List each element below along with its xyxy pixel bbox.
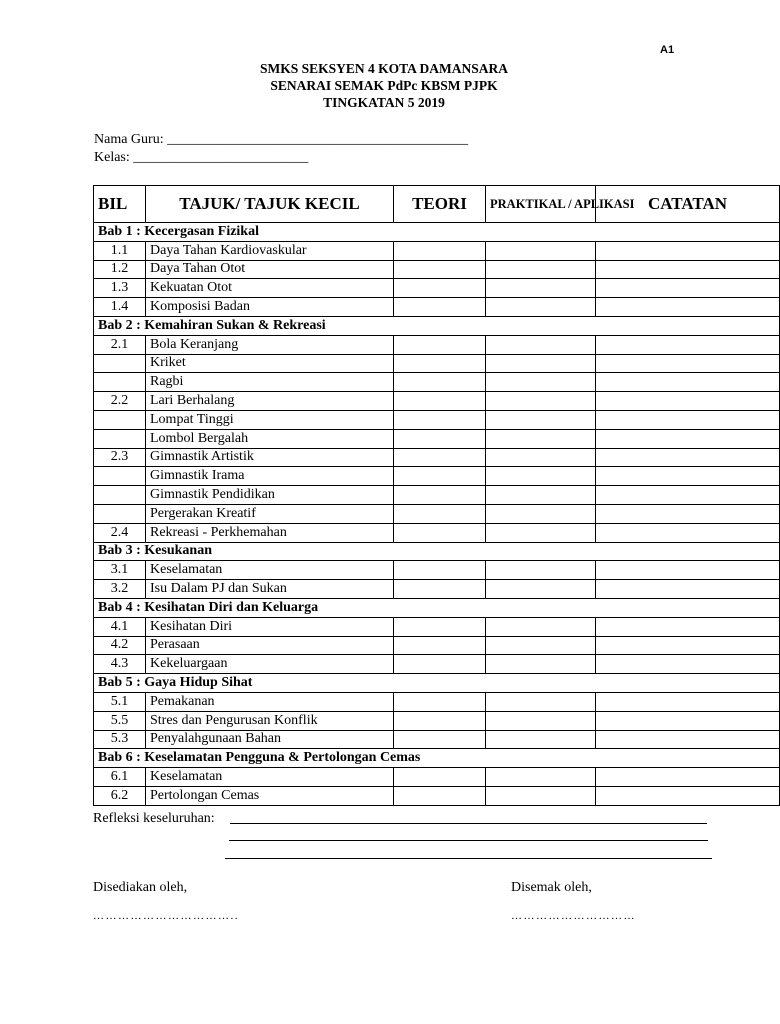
row-number: 1.3 [94, 279, 146, 298]
row-topic: Isu Dalam PJ dan Sukan [146, 580, 394, 599]
praktikal-cell[interactable] [486, 298, 596, 317]
chapter-title: Bab 3 : Kesukanan [94, 542, 780, 561]
row-number: 4.2 [94, 636, 146, 655]
catatan-cell[interactable] [596, 448, 780, 467]
table-row [94, 523, 780, 542]
chapter-title: Bab 1 : Kecergasan Fizikal [94, 223, 780, 242]
table-row [94, 298, 780, 317]
row-topic: Perasaan [146, 636, 394, 655]
praktikal-cell[interactable] [486, 448, 596, 467]
row-number [94, 486, 146, 505]
row-topic: Ragbi [146, 373, 394, 392]
row-topic: Keselamatan [146, 768, 394, 787]
row-topic: Pemakanan [146, 692, 394, 711]
checklist-title: SENARAI SEMAK PdPc KBSM PJPK [270, 78, 498, 93]
catatan-cell[interactable] [596, 617, 780, 636]
table-row [94, 786, 780, 805]
chapter-row [94, 674, 780, 693]
table-row [94, 373, 780, 392]
column-header-catatan: CATATAN [596, 186, 780, 223]
catatan-cell[interactable] [596, 260, 780, 279]
table-row [94, 692, 780, 711]
catatan-cell[interactable] [596, 655, 780, 674]
row-topic: Rekreasi - Perkhemahan [146, 523, 394, 542]
teori-cell[interactable] [394, 392, 486, 411]
catatan-cell[interactable] [596, 467, 780, 486]
row-topic: Kesihatan Diri [146, 617, 394, 636]
table-row [94, 241, 780, 260]
row-number: 5.3 [94, 730, 146, 749]
praktikal-cell[interactable] [486, 655, 596, 674]
row-topic: Bola Keranjang [146, 335, 394, 354]
teori-cell[interactable] [394, 523, 486, 542]
table-row [94, 730, 780, 749]
catatan-cell[interactable] [596, 429, 780, 448]
reflection-line-2[interactable] [229, 840, 708, 841]
document-header [0, 60, 768, 111]
table-row [94, 260, 780, 279]
teori-cell[interactable] [394, 692, 486, 711]
table-row [94, 711, 780, 730]
teori-cell[interactable] [394, 655, 486, 674]
row-number: 5.1 [94, 692, 146, 711]
table-row [94, 429, 780, 448]
teori-cell[interactable] [394, 448, 486, 467]
catatan-cell[interactable] [596, 241, 780, 260]
praktikal-cell[interactable] [486, 692, 596, 711]
class-field[interactable]: Kelas: _________________________ [94, 150, 309, 165]
chapter-row [94, 223, 780, 242]
row-number: 4.3 [94, 655, 146, 674]
praktikal-cell[interactable] [486, 636, 596, 655]
teori-cell[interactable] [394, 467, 486, 486]
catatan-cell[interactable] [596, 580, 780, 599]
praktikal-cell[interactable] [486, 241, 596, 260]
row-number: 2.4 [94, 523, 146, 542]
row-topic: Lombol Bergalah [146, 429, 394, 448]
praktikal-cell[interactable] [486, 335, 596, 354]
row-number: 4.1 [94, 617, 146, 636]
prepared-by-label: Disediakan oleh, [93, 880, 188, 895]
catatan-cell[interactable] [596, 410, 780, 429]
row-number: 6.2 [94, 786, 146, 805]
row-topic: Keselamatan [146, 561, 394, 580]
catatan-cell[interactable] [596, 786, 780, 805]
row-topic: Pertolongan Cemas [146, 786, 394, 805]
checked-by-signature-line[interactable]: ………………………… [511, 910, 636, 922]
praktikal-cell[interactable] [486, 410, 596, 429]
teori-cell[interactable] [394, 260, 486, 279]
checklist-body [94, 223, 780, 806]
teori-cell[interactable] [394, 617, 486, 636]
row-number: 1.1 [94, 241, 146, 260]
table-row [94, 410, 780, 429]
catatan-cell[interactable] [596, 392, 780, 411]
table-row [94, 448, 780, 467]
row-number: 2.3 [94, 448, 146, 467]
row-topic: Gimnastik Artistik [146, 448, 394, 467]
teori-cell[interactable] [394, 298, 486, 317]
page-code: A1 [660, 44, 675, 56]
column-header-bil: BIL [94, 186, 146, 223]
praktikal-cell[interactable] [486, 354, 596, 373]
row-topic: Pergerakan Kreatif [146, 504, 394, 523]
column-header-teori: TEORI [394, 186, 486, 223]
row-number [94, 410, 146, 429]
row-topic: Daya Tahan Kardiovaskular [146, 241, 394, 260]
catatan-cell[interactable] [596, 636, 780, 655]
table-row [94, 561, 780, 580]
catatan-cell[interactable] [596, 504, 780, 523]
catatan-cell[interactable] [596, 692, 780, 711]
teori-cell[interactable] [394, 373, 486, 392]
praktikal-cell[interactable] [486, 730, 596, 749]
row-topic: Lari Berhalang [146, 392, 394, 411]
catatan-cell[interactable] [596, 354, 780, 373]
teori-cell[interactable] [394, 504, 486, 523]
table-row [94, 354, 780, 373]
chapter-title: Bab 4 : Kesihatan Diri dan Keluarga [94, 598, 780, 617]
teacher-name-field[interactable]: Nama Guru: ___________________________________________ [94, 132, 469, 147]
catatan-cell[interactable] [596, 561, 780, 580]
chapter-row [94, 316, 780, 335]
table-row [94, 655, 780, 674]
praktikal-cell[interactable] [486, 561, 596, 580]
chapter-row [94, 542, 780, 561]
praktikal-cell[interactable] [486, 486, 596, 505]
teori-cell[interactable] [394, 561, 486, 580]
row-topic: Penyalahgunaan Bahan [146, 730, 394, 749]
catatan-cell[interactable] [596, 711, 780, 730]
teori-cell[interactable] [394, 486, 486, 505]
row-number [94, 354, 146, 373]
row-number: 1.2 [94, 260, 146, 279]
catatan-cell[interactable] [596, 373, 780, 392]
row-topic: Daya Tahan Otot [146, 260, 394, 279]
row-topic: Komposisi Badan [146, 298, 394, 317]
reflection-line-1[interactable] [230, 823, 707, 824]
checked-by-label: Disemak oleh, [511, 880, 592, 895]
reflection-line-3[interactable] [225, 858, 712, 859]
row-topic: Kriket [146, 354, 394, 373]
praktikal-cell[interactable] [486, 467, 596, 486]
catatan-cell[interactable] [596, 768, 780, 787]
chapter-row [94, 749, 780, 768]
row-number [94, 467, 146, 486]
row-number: 3.2 [94, 580, 146, 599]
chapter-title: Bab 6 : Keselamatan Pengguna & Pertolongan Cemas [94, 749, 780, 768]
chapter-title: Bab 2 : Kemahiran Sukan & Rekreasi [94, 316, 780, 335]
praktikal-cell[interactable] [486, 617, 596, 636]
row-number [94, 429, 146, 448]
row-number: 2.1 [94, 335, 146, 354]
teori-cell[interactable] [394, 335, 486, 354]
table-header-row [94, 186, 780, 223]
praktikal-cell[interactable] [486, 392, 596, 411]
praktikal-cell[interactable] [486, 768, 596, 787]
row-topic: Gimnastik Irama [146, 467, 394, 486]
table-row [94, 580, 780, 599]
row-topic: Kekuatan Otot [146, 279, 394, 298]
table-row [94, 486, 780, 505]
catatan-cell[interactable] [596, 335, 780, 354]
chapter-title: Bab 5 : Gaya Hidup Sihat [94, 674, 780, 693]
teori-cell[interactable] [394, 354, 486, 373]
column-header-tajuk: TAJUK/ TAJUK KECIL [146, 186, 394, 223]
row-number: 2.2 [94, 392, 146, 411]
row-topic: Kekeluargaan [146, 655, 394, 674]
table-row [94, 636, 780, 655]
row-topic: Lompat Tinggi [146, 410, 394, 429]
teori-cell[interactable] [394, 410, 486, 429]
prepared-by-signature-line[interactable]: …………………………….. [93, 910, 239, 922]
table-row [94, 279, 780, 298]
form-year: TINGKATAN 5 2019 [323, 95, 445, 110]
praktikal-cell[interactable] [486, 504, 596, 523]
chapter-row [94, 598, 780, 617]
row-number: 6.1 [94, 768, 146, 787]
catatan-cell[interactable] [596, 279, 780, 298]
teori-cell[interactable] [394, 786, 486, 805]
teori-cell[interactable] [394, 711, 486, 730]
row-number: 3.1 [94, 561, 146, 580]
teori-cell[interactable] [394, 768, 486, 787]
praktikal-cell[interactable] [486, 711, 596, 730]
praktikal-cell[interactable] [486, 373, 596, 392]
catatan-cell[interactable] [596, 523, 780, 542]
praktikal-cell[interactable] [486, 580, 596, 599]
catatan-cell[interactable] [596, 486, 780, 505]
column-header-praktikal: PRAKTIKAL / APLIKASI [486, 186, 596, 223]
row-topic: Gimnastik Pendidikan [146, 486, 394, 505]
school-name: SMKS SEKSYEN 4 KOTA DAMANSARA [259, 61, 509, 76]
row-number [94, 373, 146, 392]
checklist-table [93, 185, 780, 806]
praktikal-cell[interactable] [486, 279, 596, 298]
reflection-label: Refleksi keseluruhan: [93, 811, 215, 826]
table-row [94, 467, 780, 486]
praktikal-cell[interactable] [486, 429, 596, 448]
praktikal-cell[interactable] [486, 260, 596, 279]
teori-cell[interactable] [394, 241, 486, 260]
row-topic: Stres dan Pengurusan Konflik [146, 711, 394, 730]
table-row [94, 335, 780, 354]
row-number: 1.4 [94, 298, 146, 317]
table-row [94, 617, 780, 636]
teori-cell[interactable] [394, 636, 486, 655]
teori-cell[interactable] [394, 580, 486, 599]
teori-cell[interactable] [394, 730, 486, 749]
catatan-cell[interactable] [596, 298, 780, 317]
row-number [94, 504, 146, 523]
teori-cell[interactable] [394, 279, 486, 298]
table-row [94, 768, 780, 787]
teori-cell[interactable] [394, 429, 486, 448]
table-row [94, 392, 780, 411]
praktikal-cell[interactable] [486, 523, 596, 542]
praktikal-cell[interactable] [486, 786, 596, 805]
row-number: 5.5 [94, 711, 146, 730]
table-row [94, 504, 780, 523]
catatan-cell[interactable] [596, 730, 780, 749]
